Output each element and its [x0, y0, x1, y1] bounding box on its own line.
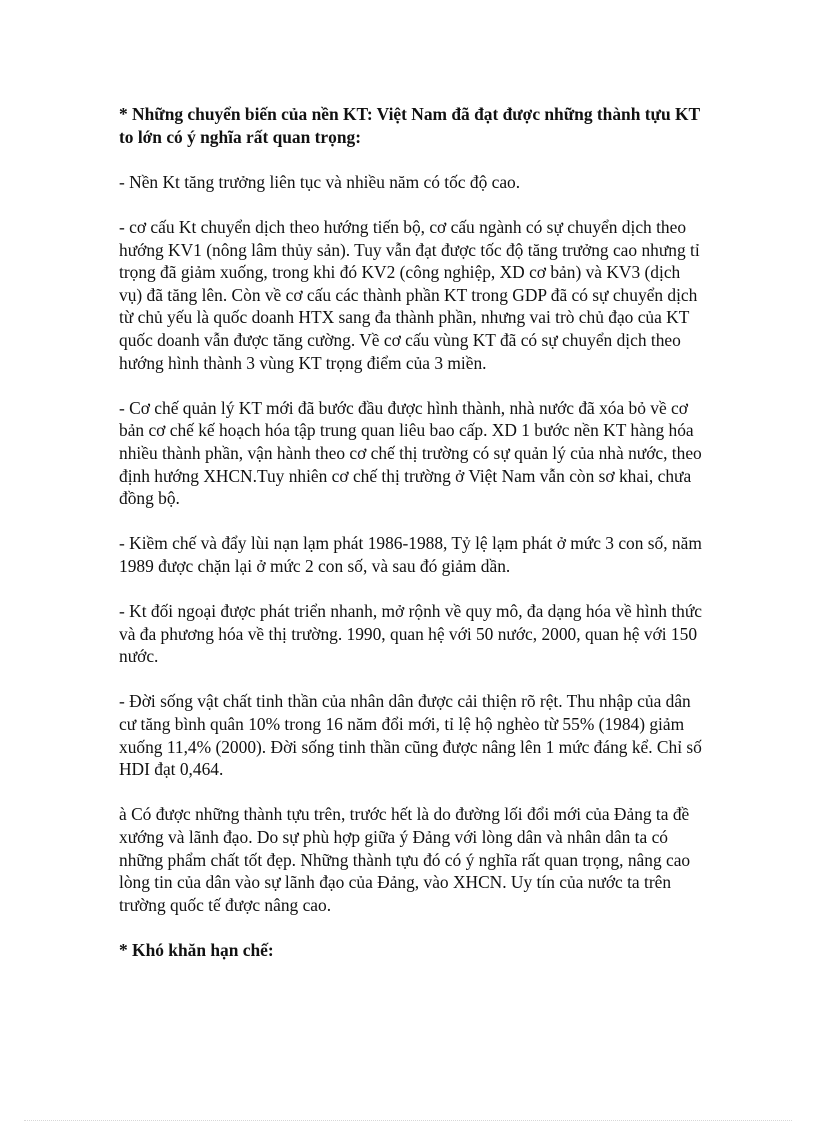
- paragraph-inflation: - Kiềm chế và đẩy lùi nạn lạm phát 1986-1988, Tỷ lệ lạm phát ở mức 3 con số, năm 1989 được chặn lại ở mức 2 con số, và sau đó giảm dần.: [119, 533, 702, 576]
- paragraph-living-standards: - Đời sống vật chất tinh thần của nhân dân được cải thiện rõ rệt. Thu nhập của dân cư tăng bình quân 10% trong 16 năm đổi mới, tỉ lệ hộ nghèo từ 55% (1984) giảm xuống 11,4% (2000). Đời sống tinh thần cũng được nâng lên 1 mức đáng kể. Chỉ số HDI đạt 0,464.: [119, 691, 702, 780]
- section-heading-achievements: * Những chuyển biến của nền KT: Việt Nam đã đạt được những thành tựu KT to lớn có ý nghĩa rất quan trọng:: [119, 104, 700, 147]
- paragraph-management-mechanism: - Cơ chế quản lý KT mới đã bước đầu được hình thành, nhà nước đã xóa bỏ về cơ bản cơ chế kế hoạch hóa tập trung quan liêu bao cấp. XD 1 bước nền KT hàng hóa nhiều thành phần, vận hành theo cơ chế thị trường có sự quản lý của nhà nước, theo định hướng XHCN.Tuy nhiên cơ chế thị trường ở Việt Nam vẫn còn sơ khai, chưa đồng bộ.: [119, 397, 702, 509]
- document-body: [119, 103, 704, 984]
- paragraph-economic-structure: - cơ cấu Kt chuyển dịch theo hướng tiến bộ, cơ cấu ngành có sự chuyển dịch theo hướng KV1 (nông lâm thủy sản). Tuy vẫn đạt được tốc độ tăng trưởng cao nhưng tỉ trọng đã giảm xuống, trong khi đó KV2 (công nghiệp, XD cơ bản) và KV3 (dịch vụ) đã tăng lên. Còn về cơ cấu các thành phần KT trong GDP đã có sự chuyển dịch từ chủ yếu là quốc doanh HTX sang đa thành phần, nhưng vai trò chủ đạo của KT quốc doanh vẫn được tăng cường. Về cơ cấu vùng KT đã có sự chuyển dịch theo hướng hình thành 3 vùng KT trọng điểm của 3 miền.: [119, 216, 700, 373]
- footer-divider: [24, 1120, 792, 1121]
- paragraph-foreign-economy: - Kt đối ngoại được phát triển nhanh, mở rộnh về quy mô, đa dạng hóa về hình thức và đa phương hóa về thị trường. 1990, quan hệ với 50 nước, 2000, quan hệ với 150 nước.: [119, 601, 702, 667]
- paragraph-conclusion: à Có được những thành tựu trên, trước hết là do đường lối đổi mới của Đảng ta đề xướng và lãnh đạo. Do sự phù hợp giữa ý Đảng với lòng dân và nhân dân ta có những phẩm chất tốt đẹp. Những thành tựu đó có ý nghĩa rất quan trọng, nâng cao lòng tin của dân vào sự lãnh đạo của Đảng, vào XHCN. Uy tín của nước ta trên trường quốc tế được nâng cao.: [119, 804, 691, 915]
- paragraph-growth: - Nền Kt tăng trưởng liên tục và nhiều năm có tốc độ cao.: [119, 171, 521, 192]
- section-heading-difficulties: * Khó khăn hạn chế:: [119, 939, 274, 960]
